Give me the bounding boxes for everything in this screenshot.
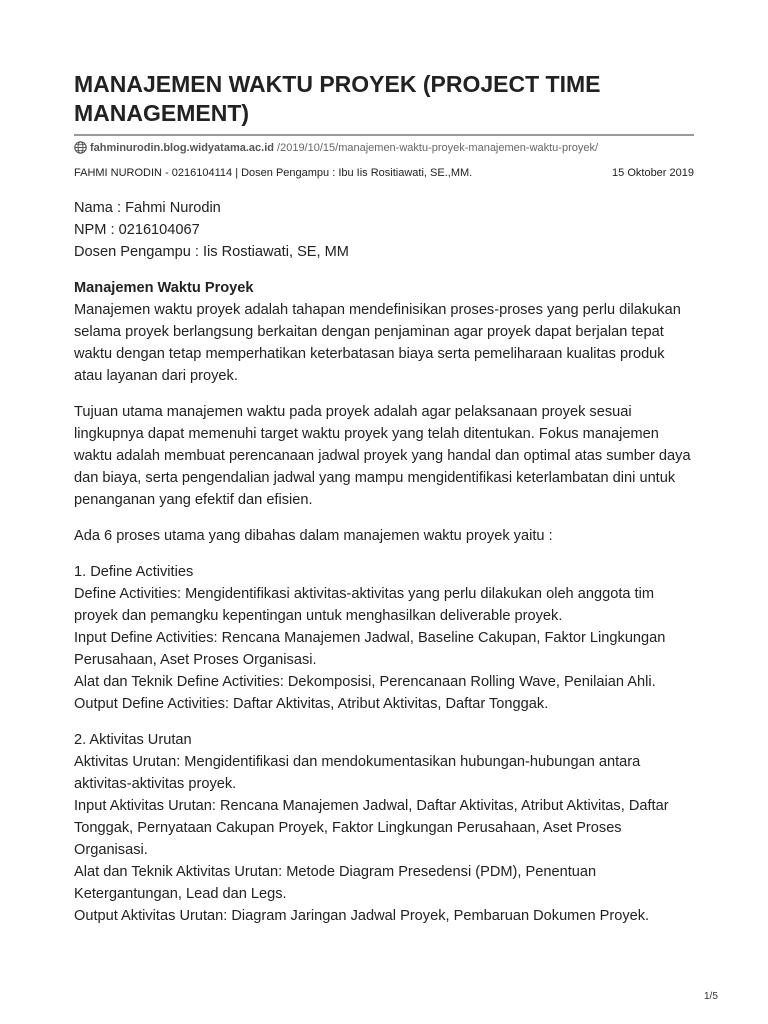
process-2-input: Input Aktivitas Urutan: Rencana Manajemen Jadwal, Daftar Aktivitas, Atribut Aktivitas, Daftar Tonggak, Pernyataan Cakupan Proyek, Faktor Lingkungan Perusahaan, Aset Proses Organisasi. (74, 798, 669, 858)
process-2-definition: Aktivitas Urutan: Mengidentifikasi dan mendokumentasikan hubungan-hubungan antara aktivitas-aktivitas proyek. (74, 754, 641, 792)
identity-npm: NPM : 0216104067 (74, 222, 200, 238)
source-domain[interactable]: fahminurodin.blog.widyatama.ac.id (90, 142, 274, 154)
title-divider (74, 134, 694, 136)
process-2-tools: Alat dan Teknik Aktivitas Urutan: Metode Diagram Presedensi (PDM), Penentuan Ketergantungan, Lead dan Legs. (74, 864, 597, 902)
process-1 (74, 561, 694, 715)
section-heading: Manajemen Waktu Proyek (74, 280, 254, 296)
byline: FAHMI NURODIN - 0216104114 | Dosen Pengampu : Ibu Iis Rositiawati, SE.,MM. (74, 167, 473, 179)
process-1-heading: 1. Define Activities (74, 564, 194, 580)
source-path[interactable]: /2019/10/15/manajemen-waktu-proyek-manajemen-waktu-proyek/ (277, 142, 599, 154)
page-title: MANAJEMEN WAKTU PROYEK (PROJECT TIME MANAGEMENT) (74, 71, 601, 126)
article-body (74, 197, 694, 941)
meta-line (74, 166, 694, 180)
process-2 (74, 729, 694, 927)
page-number: 1/5 (704, 991, 718, 1002)
post-date: 15 Oktober 2019 (612, 167, 694, 179)
globe-icon (74, 141, 87, 154)
intro-paragraph (74, 277, 694, 387)
process-1-tools: Alat dan Teknik Define Activities: Dekomposisi, Perencanaan Rolling Wave, Penilaian Ahli. (74, 674, 656, 690)
process-1-output: Output Define Activities: Daftar Aktivitas, Atribut Aktivitas, Daftar Tonggak. (74, 696, 549, 712)
identity-nama: Nama : Fahmi Nurodin (74, 200, 221, 216)
process-2-heading: 2. Aktivitas Urutan (74, 732, 192, 748)
process-1-input: Input Define Activities: Rencana Manajemen Jadwal, Baseline Cakupan, Faktor Lingkungan Perusahaan, Aset Proses Organisasi. (74, 630, 666, 668)
intro-text: Manajemen waktu proyek adalah tahapan mendefinisikan proses-proses yang perlu dilakukan selama proyek berlangsung berkaitan dengan penjaminan agar proyek dapat berjalan tepat waktu dengan tetap memperhatikan keterbatasan biaya serta pemeliharaan kualitas produk atau layanan dari proyek. (74, 302, 681, 384)
process-1-definition: Define Activities: Mengidentifikasi aktivitas-aktivitas yang perlu dilakukan oleh anggota tim proyek dan pemangku kepentingan untuk menghasilkan deliverable proyek. (74, 586, 654, 624)
identity-dosen: Dosen Pengampu : Iis Rostiawati, SE, MM (74, 244, 349, 260)
identity-block (74, 197, 694, 263)
processes-intro: Ada 6 proses utama yang dibahas dalam manajemen waktu proyek yaitu : (74, 528, 553, 544)
process-2-output: Output Aktivitas Urutan: Diagram Jaringan Jadwal Proyek, Pembaruan Dokumen Proyek. (74, 908, 650, 924)
source-url[interactable] (74, 141, 694, 155)
tujuan-paragraph: Tujuan utama manajemen waktu pada proyek adalah agar pelaksanaan proyek sesuai lingkupnya dapat memenuhi target waktu proyek yang telah ditentukan. Fokus manajemen waktu adalah membuat perencanaan jadwal proyek yang handal dan optimal atas sumber daya dan biaya, serta pengendalian jadwal yang mampu mengidentifikasi keterlambatan dini untuk penanganan yang efektif dan efisien. (74, 404, 691, 508)
